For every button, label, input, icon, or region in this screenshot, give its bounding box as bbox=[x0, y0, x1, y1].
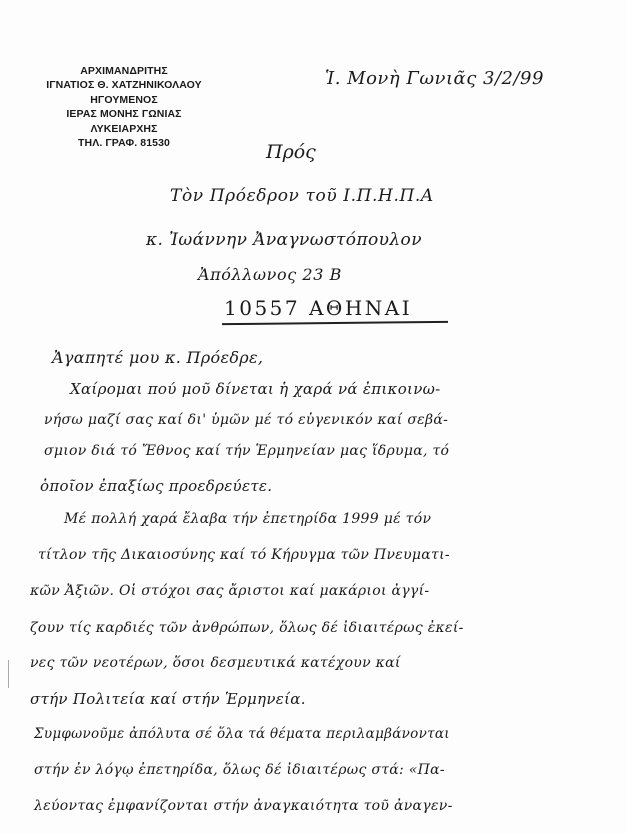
body-line: στήν ἐν λόγῳ ἐπετηρίδα, ὅλως δέ ἰδιαιτέρως στά: «Πα- bbox=[34, 762, 445, 778]
letterhead-role: ΗΓΟΥΜΕΝΟΣ bbox=[90, 93, 158, 106]
body-line: στήν Πολιτεία καί στήν Ἑρμηνεία. bbox=[30, 690, 306, 708]
recipient-city: 10557 ΑΘΗΝΑΙ bbox=[224, 296, 413, 320]
letterhead-phone: ΤΗΛ. ΓΡΑΦ. 81530 bbox=[78, 137, 170, 150]
body-line: τίτλον τῆς Δικαιοσύνης καί τό Κήρυγμα τῶν Πνευματι- bbox=[38, 547, 450, 563]
body-line: ζουν τίς καρδιές τῶν ἀνθρώπων, ὅλως δέ ἰδιαιτέρως ἐκεί- bbox=[30, 620, 464, 636]
recipient-name: κ. Ἰωάννην Ἀναγνωστόπουλον bbox=[146, 230, 422, 250]
body-line: ὁποῖον ἐπαξίως προεδρεύετε. bbox=[40, 477, 273, 495]
recipient-heading: Πρός bbox=[266, 141, 316, 163]
letterhead-title: ΑΡΧΙΜΑΝΔΡΙΤΗΣ bbox=[80, 65, 168, 77]
body-line: νες τῶν νεοτέρων, ὅσοι δεσμευτικά κατέχουν καί bbox=[30, 655, 401, 671]
recipient-title: Τὸν Πρόεδρον τοῦ Ι.Π.Η.Π.Α bbox=[170, 186, 434, 206]
margin-mark bbox=[8, 660, 9, 688]
recipient-street: Ἀπόλλωνος 23 Β bbox=[198, 265, 343, 284]
letterhead-name: ΙΓΝΑΤΙΟΣ Θ. ΧΑΤΖΗΝΙΚΟΛΑΟΥ bbox=[46, 79, 202, 92]
letterhead-position: ΛΥΚΕΙΑΡΧΗΣ bbox=[90, 122, 158, 135]
body-line: κῶν Ἀξιῶν. Οἱ στόχοι σας ἄριστοι καί μακάριοι ἀγγί- bbox=[30, 583, 430, 599]
body-line: λεύοντας ἐμφανίζονται στήν ἀναγκαιότητα τοῦ ἀναγεν- bbox=[34, 798, 453, 814]
date-line: Ἱ. Μονὴ Γωνιᾶς 3/2/99 bbox=[325, 68, 544, 89]
salutation: Ἀγαπητέ μου κ. Πρόεδρε, bbox=[52, 348, 264, 367]
body-line: Μέ πολλή χαρά ἔλαβα τήν ἐπετηρίδα 1999 μέ τόν bbox=[64, 511, 432, 527]
body-line: σμιον διά τό Ἔθνος καί τήν Ἑρμηνείαν μας ἵδρυμα, τό bbox=[44, 443, 450, 459]
body-line: Συμφωνοῦμε ἀπόλυτα σέ ὅλα τά θέματα περιλαμβάνονται bbox=[34, 726, 450, 742]
address-underline bbox=[222, 321, 448, 325]
body-line: Χαίρομαι πού μοῦ δίνεται ἡ χαρά νά ἐπικοινω- bbox=[70, 380, 441, 398]
letterhead-monastery: ΙΕΡΑΣ ΜΟΝΗΣ ΓΩΝΙΑΣ bbox=[66, 108, 182, 121]
body-line: νήσω μαζί σας καί δι' ὑμῶν μέ τό εὐγενικόν καί σεβά- bbox=[44, 412, 449, 428]
letterhead bbox=[4, 64, 244, 150]
